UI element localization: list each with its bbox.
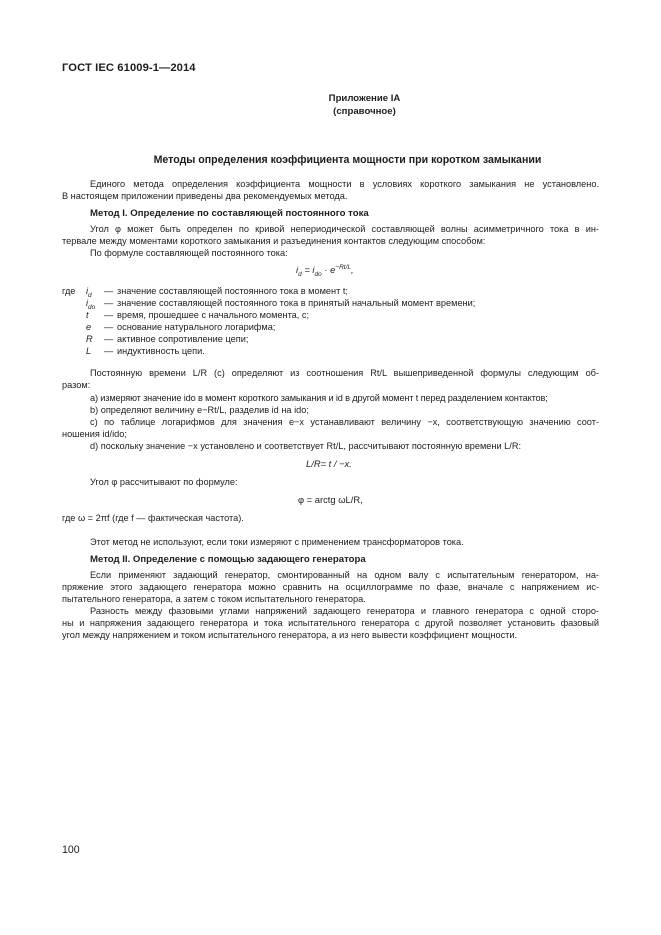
method2-para2-line2: ны и напряжения задающего генератора и тока испытательного генератора с другой позволяет установить фазовый bbox=[62, 618, 599, 628]
method1-para2: По формуле составляющей постоянного тока: bbox=[90, 248, 288, 258]
dc-formula: $i_d = i_{do} \cdot e^{-Rt/L}$, bbox=[296, 264, 354, 278]
intro-line-1: Единого метода определения коэффициента мощности в условиях короткого замыкания не установлено. bbox=[90, 179, 599, 189]
method1-para1-line2: тервале между моментами короткого замыкания и разъединения контактов следующим способом: bbox=[62, 236, 486, 246]
section-title: Методы определения коэффициента мощности при коротком замыкании bbox=[153, 154, 542, 166]
method1-para1-line1: Угол φ может быть определен по кривой непериодической составляющей волны асимметричного тока в ин- bbox=[90, 224, 599, 234]
method1-para5: Этот метод не используют, если токи измеряют с применением трансформаторов тока. bbox=[90, 537, 464, 547]
intro-line-2: В настоящем приложении приведены два рекомендуемых метода. bbox=[62, 191, 348, 201]
method2-heading: Метод II. Определение с помощью задающего генератора bbox=[90, 554, 366, 565]
definition-l: L — индуктивность цепи. bbox=[86, 346, 205, 356]
definition-t: t — время, прошедшее с начального момента, с; bbox=[86, 310, 310, 320]
method1-para3-line1: Постоянную времени L/R (с) определяют из соотношения Rt/L вышеприведенной формулы следующим об- bbox=[90, 368, 599, 378]
method1-heading: Метод I. Определение по составляющей постоянного тока bbox=[90, 208, 369, 219]
method2-para2-line1: Разность между фазовыми углами напряжений задающего генератора и главного генератора с одной сторо- bbox=[90, 606, 599, 616]
method2-para2-line3: угол между напряжением и током испытательного генератора, а из него вывести коэффициент мощности. bbox=[62, 630, 518, 640]
where-omega: где ω = 2πf (где f — фактическая частота). bbox=[62, 513, 244, 523]
annex-title: Приложение IA bbox=[328, 93, 401, 104]
step-d: d) поскольку значение −x установлено и соответствует Rt/L, рассчитывают постоянную времени L/R: bbox=[90, 441, 522, 451]
definition-id: $i_d$ — значение составляющей постоянного тока в момент t; bbox=[86, 286, 348, 299]
method2-para1-line3: пытательного генератора, а затем с током испытательного генератора. bbox=[62, 594, 366, 604]
time-constant-formula: L/R= t / −x. bbox=[306, 458, 352, 469]
page-number: 100 bbox=[62, 844, 80, 856]
step-b: b) определяют величину e−Rt/L, разделив id на ido; bbox=[90, 405, 309, 415]
annex-type: (справочное) bbox=[333, 106, 396, 117]
definition-ido: $i_{do}$ — значение составляющей постоянного тока в принятый начальный момент времени; bbox=[86, 298, 476, 311]
definition-list bbox=[62, 285, 602, 357]
method1-para4: Угол φ рассчитывают по формуле: bbox=[90, 477, 238, 487]
where-label: где bbox=[62, 286, 76, 296]
method2-para1-line2: пряжение этого задающего генератора можно сравнить на осциллограмме по фазе, вначале с напряжением ис- bbox=[62, 582, 599, 592]
step-a: а) измеряют значение ido в момент короткого замыкания и id в другой момент t перед разделением контактов; bbox=[90, 393, 548, 403]
standard-header: ГОСТ IEC 61009-1—2014 bbox=[62, 62, 196, 74]
definition-r: R — активное сопротивление цепи; bbox=[86, 334, 249, 344]
formula-text-1: i bbox=[296, 264, 299, 276]
method1-para3-line2: разом: bbox=[62, 380, 91, 390]
step-c-line2: ношения id/ido; bbox=[62, 429, 127, 439]
definition-e: e — основание натурального логарифма; bbox=[86, 322, 276, 332]
step-c-line1: c) по таблице логарифмов для значения e−x устанавливают величину −x, соответствующую значению соот- bbox=[90, 417, 599, 427]
angle-formula: φ = arctg ωL/R, bbox=[298, 494, 363, 505]
method2-para1-line1: Если применяют задающий генератор, смонтированный на одном валу с испытательным генератором, на- bbox=[90, 570, 599, 580]
